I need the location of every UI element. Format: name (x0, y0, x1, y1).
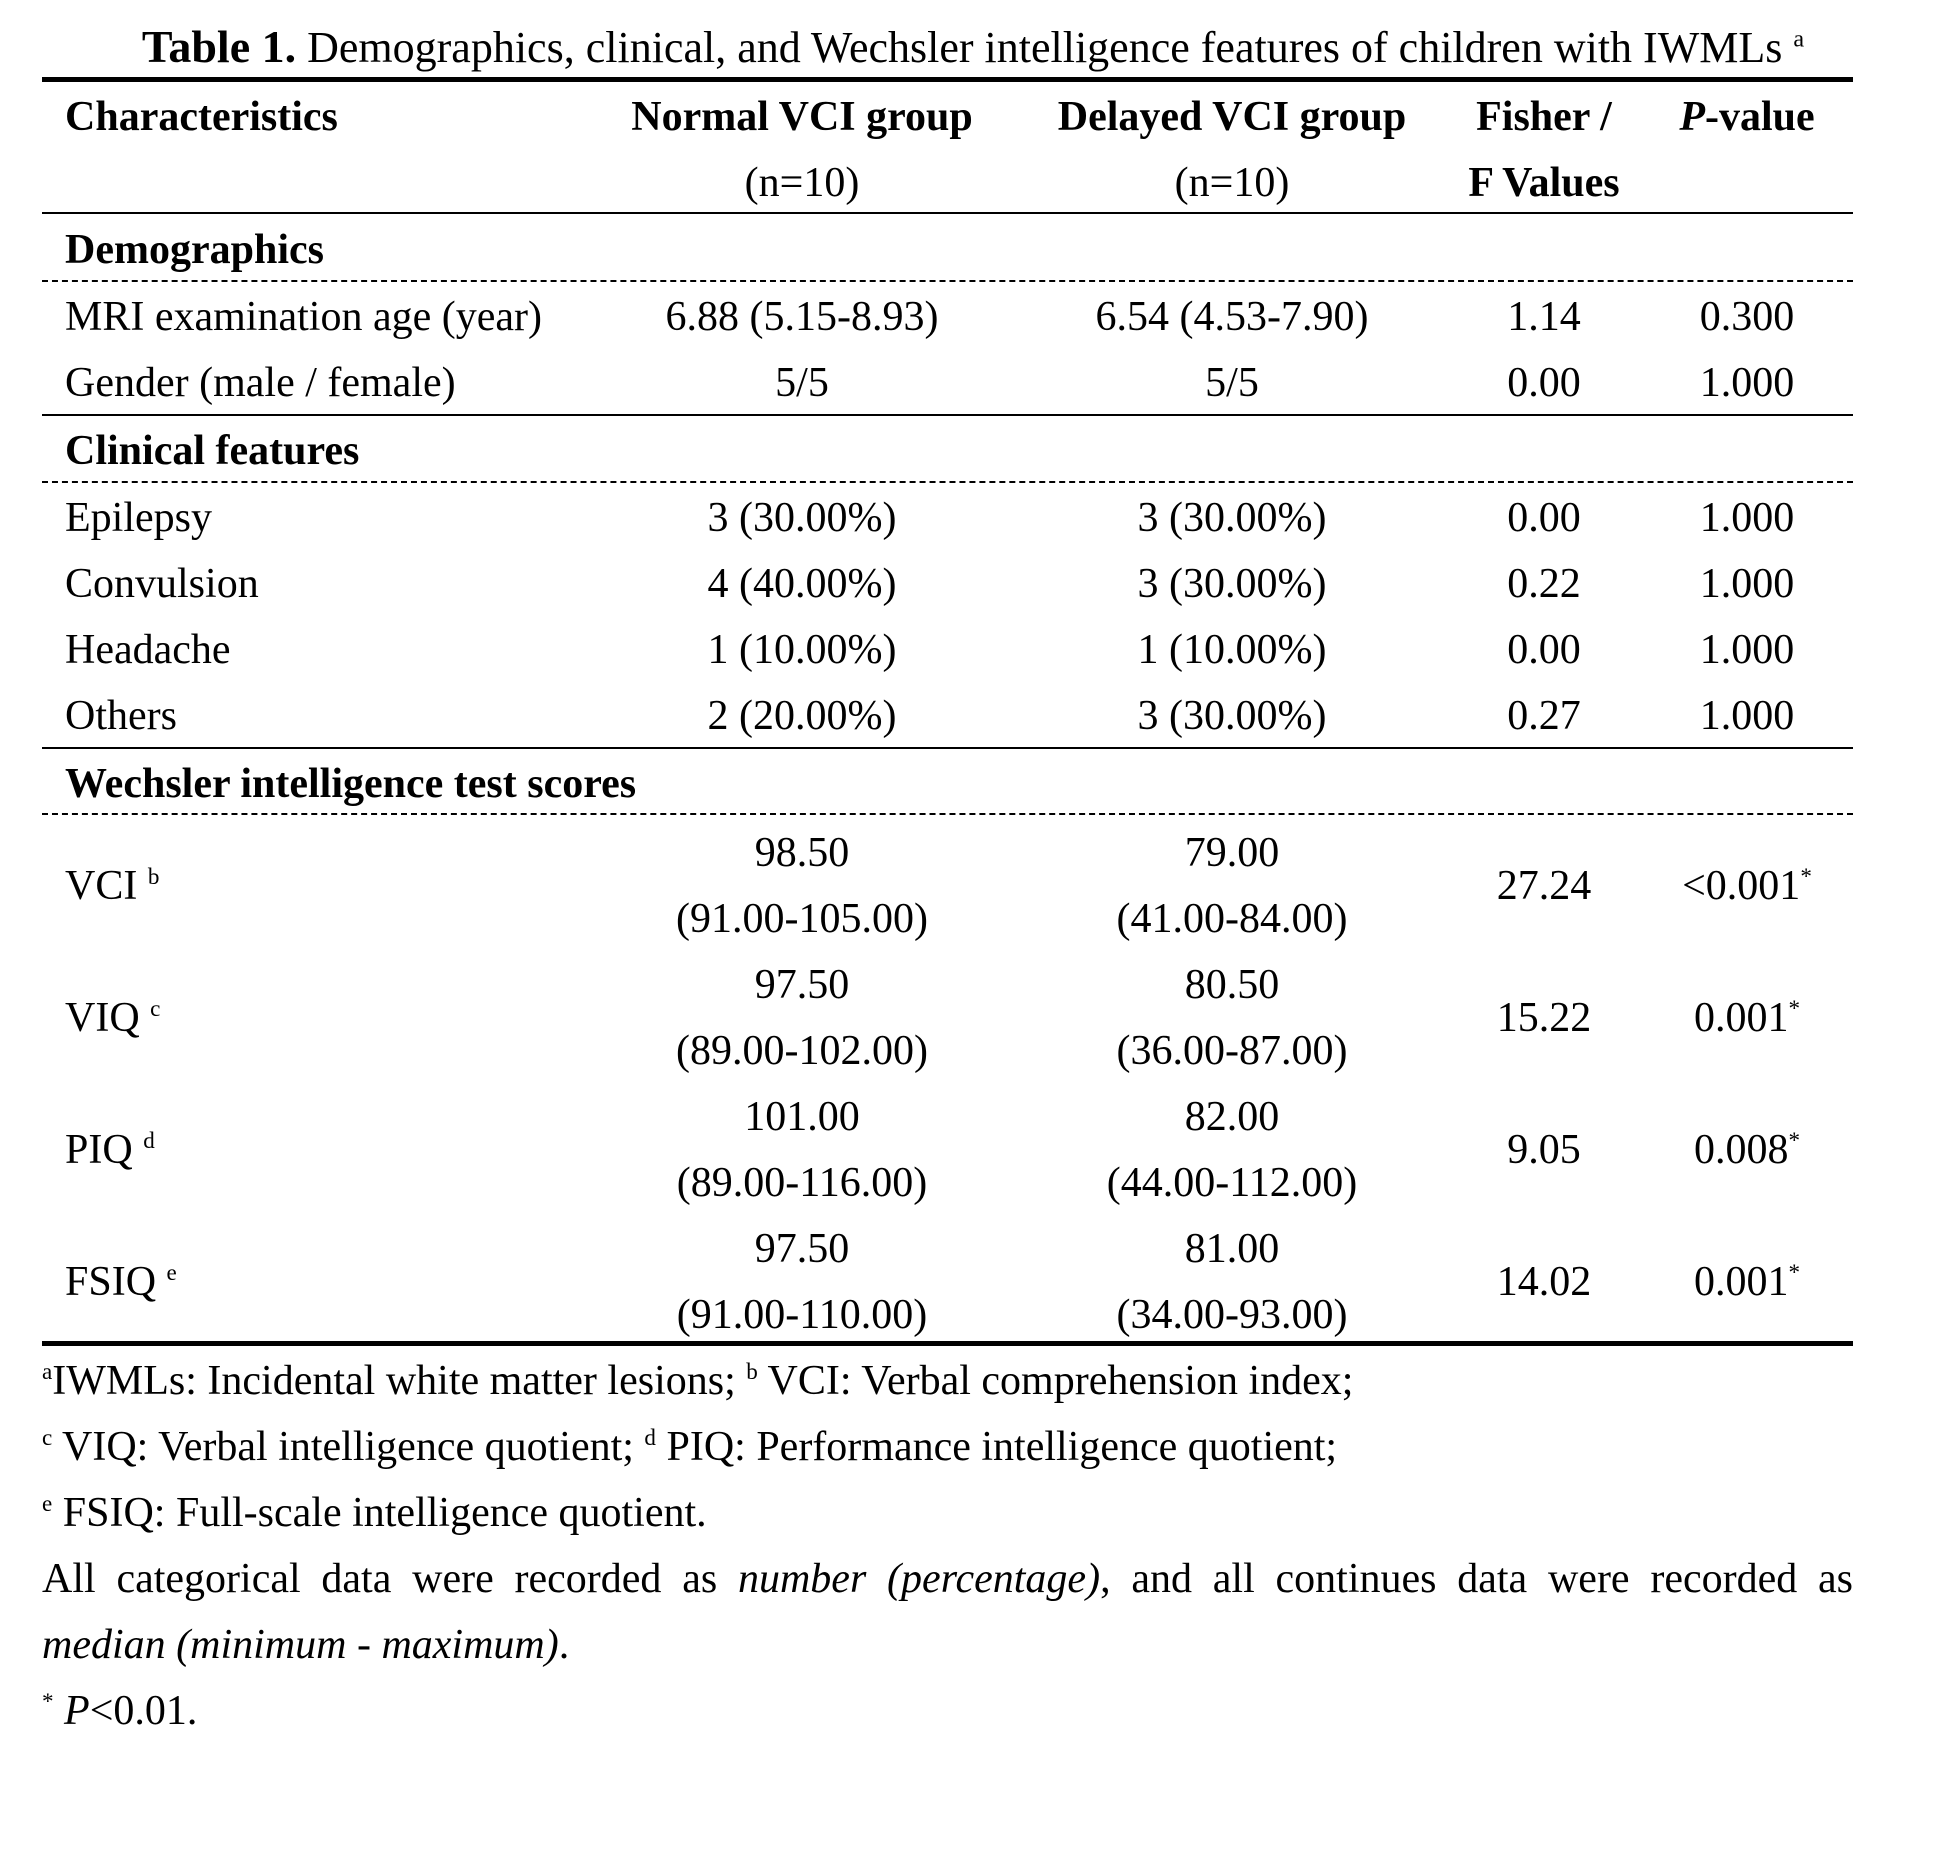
footnote-abbrev-2: $^c$ VIQ: Verbal intelligence quotient; $^d$ PIQ: Performance intelligence quotient; (42, 1424, 1338, 1470)
cell-delayed-median: 80.50 (1184, 962, 1280, 1008)
cell-f-value: 14.02 (1496, 1259, 1592, 1305)
cell-p-value: <0.001* (1682, 863, 1812, 909)
cell-delayed: 3 (30.00%) (1137, 561, 1327, 607)
cell-f-value: 0.00 (1507, 495, 1581, 541)
cell-f-value: 0.00 (1507, 360, 1581, 406)
cell-delayed: 3 (30.00%) (1137, 495, 1327, 541)
footnote-data-format-cont: median (minimum - maximum). (42, 1622, 570, 1668)
row-label: PIQ $^d$ (65, 1127, 155, 1173)
cell-f-value: 0.00 (1507, 627, 1581, 673)
cell-normal-range: (91.00-105.00) (676, 896, 928, 942)
top-rule (42, 77, 1853, 82)
cell-p-value: 0.001* (1693, 1259, 1801, 1305)
cell-p-value: 0.001* (1693, 995, 1801, 1041)
table-caption: Demographics, clinical, and Wechsler intelligence features of children with IWMLs (307, 23, 1783, 72)
cell-delayed-range: (44.00-112.00) (1106, 1160, 1358, 1206)
cell-p-value: 0.300 (1699, 294, 1795, 340)
cell-normal-median: 98.50 (754, 830, 850, 876)
cell-normal: 3 (30.00%) (707, 495, 897, 541)
cell-normal-median: 97.50 (754, 1226, 850, 1272)
section-demographics: Demographics (65, 227, 324, 273)
row-label: VCI $^b$ (65, 863, 160, 909)
row-label: Gender (male / female) (65, 360, 456, 406)
cell-normal-median: 97.50 (754, 962, 850, 1008)
col-header-p-value: P-value (1679, 94, 1815, 140)
cell-delayed-median: 79.00 (1184, 830, 1280, 876)
cell-normal: 2 (20.00%) (707, 693, 897, 739)
cell-f-value: 9.05 (1507, 1127, 1581, 1173)
cell-delayed-range: (36.00-87.00) (1116, 1028, 1348, 1074)
col-header-fisher-values: F Values (1468, 160, 1620, 206)
row-label: MRI examination age (year) (65, 294, 542, 340)
cell-delayed-range: (34.00-93.00) (1116, 1292, 1348, 1338)
cell-delayed: 6.54 (4.53-7.90) (1095, 294, 1369, 340)
footnote-significance: * P<0.01. (42, 1688, 198, 1734)
cell-normal-range: (89.00-102.00) (676, 1028, 928, 1074)
cell-f-value: 0.22 (1507, 561, 1581, 607)
footnote-abbrev-1: $^a$IWMLs: Incidental white matter lesions; $^b$ VCI: Verbal comprehension index; (42, 1358, 1354, 1404)
table-title (0, 12, 1946, 83)
footnote-data-format: All categorical data were recorded as number (percentage), and all continues data were recorded as (42, 1556, 1854, 1602)
cell-p-value: 1.000 (1699, 495, 1795, 541)
cell-delayed: 1 (10.00%) (1137, 627, 1327, 673)
cell-normal: 5/5 (775, 360, 829, 406)
cell-p-value: 1.000 (1699, 561, 1795, 607)
row-label: Headache (65, 627, 231, 673)
cell-normal: 4 (40.00%) (707, 561, 897, 607)
cell-normal: 1 (10.00%) (707, 627, 897, 673)
cell-normal: 6.88 (5.15-8.93) (665, 294, 939, 340)
cell-delayed-median: 81.00 (1184, 1226, 1280, 1272)
cell-delayed: 3 (30.00%) (1137, 693, 1327, 739)
col-header-fisher: Fisher / (1476, 94, 1612, 140)
col-header-delayed-n: (n=10) (1174, 160, 1290, 206)
cell-normal-range: (91.00-110.00) (676, 1292, 928, 1338)
cell-delayed-median: 82.00 (1184, 1094, 1280, 1140)
row-label: Others (65, 693, 177, 739)
cell-delayed-range: (41.00-84.00) (1116, 896, 1348, 942)
cell-f-value: 1.14 (1507, 294, 1581, 340)
cell-f-value: 15.22 (1496, 995, 1592, 1041)
row-label: Epilepsy (65, 495, 212, 541)
cell-f-value: 0.27 (1507, 693, 1581, 739)
cell-p-value: 1.000 (1699, 360, 1795, 406)
row-label: VIQ $^c$ (65, 995, 161, 1041)
cell-p-value: 1.000 (1699, 627, 1795, 673)
cell-p-value: 1.000 (1699, 693, 1795, 739)
section-clinical-features: Clinical features (65, 428, 360, 474)
row-label: FSIQ $^e$ (65, 1259, 177, 1305)
col-header-normal: Normal VCI group (631, 94, 973, 140)
footnote-abbrev-3: $^e$ FSIQ: Full-scale intelligence quotient. (42, 1490, 707, 1536)
section-wechsler-scores: Wechsler intelligence test scores (65, 761, 637, 807)
col-header-characteristics: Characteristics (65, 94, 338, 140)
title-footnote-mark: a (1793, 25, 1805, 53)
col-header-delayed: Delayed VCI group (1057, 94, 1407, 140)
col-header-normal-n: (n=10) (744, 160, 860, 206)
table-label: Table 1. (141, 21, 297, 72)
cell-f-value: 27.24 (1496, 863, 1592, 909)
cell-p-value: 0.008* (1693, 1127, 1801, 1173)
cell-delayed: 5/5 (1205, 360, 1259, 406)
cell-normal-range: (89.00-116.00) (676, 1160, 928, 1206)
row-label: Convulsion (65, 561, 259, 607)
cell-normal-median: 101.00 (744, 1094, 860, 1140)
